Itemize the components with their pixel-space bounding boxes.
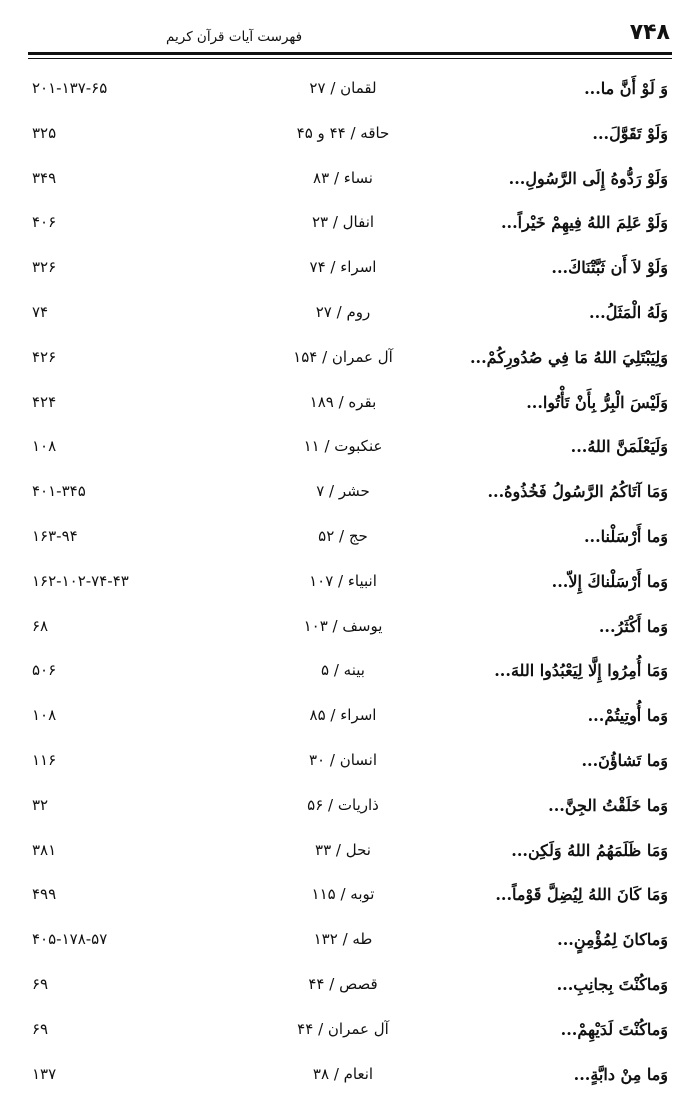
verse-text: وَما أَرْسَلْناكَ إِلاّ... xyxy=(551,571,668,591)
surah-reference: انسان / ۳۰ xyxy=(308,750,378,769)
surah-reference: حاقه / ۴۴ و ۴۵ xyxy=(296,123,390,142)
index-row xyxy=(32,393,668,438)
surah-reference: ذاريات / ۵۶ xyxy=(307,795,379,814)
verse-text: وَمَا أُمِرُوا إِلَّا لِيَعْبُدُوا اللهَ... xyxy=(494,661,668,681)
verse-text: وَمَا كَانَ اللهُ لِيُضِلَّ قَوْماً... xyxy=(495,885,668,905)
page-number: ۷۴۸ xyxy=(629,20,670,45)
index-row xyxy=(32,796,668,841)
verse-index-list xyxy=(32,79,668,1109)
index-row xyxy=(32,79,668,124)
verse-text: وَ لَوْ أَنَّ ما... xyxy=(584,79,668,98)
surah-reference: يوسف / ۱۰۳ xyxy=(303,616,383,635)
index-row xyxy=(32,258,668,303)
page-references: ۴۰۱-۳۴۵ xyxy=(32,482,86,501)
surah-reference: لقمان / ۲۷ xyxy=(309,79,377,97)
surah-reference: حشر / ۷ xyxy=(316,482,370,501)
verse-text: وَلَوْ رَدُّوهُ إِلَى الرَّسُولِ... xyxy=(508,168,668,188)
page-references: ۱۶۳-۹۴ xyxy=(32,526,78,545)
verse-text: وَلَيَعْلَمَنَّ اللهُ... xyxy=(570,437,668,457)
page-references: ۱۰۸ xyxy=(32,437,57,456)
surah-reference: بقره / ۱۸۹ xyxy=(309,392,377,411)
verse-text: وَلَهُ الْمَثَلُ... xyxy=(589,302,668,322)
verse-text: وَما مِنْ دابَّةٍ... xyxy=(573,1064,668,1084)
verse-text: وَلَيْسَ الْبِرُّ بِأَنْ تَأْتُوا... xyxy=(526,392,668,412)
index-row xyxy=(32,975,668,1020)
index-row xyxy=(32,930,668,975)
surah-reference: نحل / ۳۳ xyxy=(315,840,371,859)
surah-reference: آل عمران / ۴۴ xyxy=(297,1019,389,1038)
surah-reference: بينه / ۵ xyxy=(321,661,365,680)
page-references: ۴۹۹ xyxy=(32,885,57,904)
verse-text: وَما أَرْسَلْنا... xyxy=(583,526,668,546)
verse-text: وَما أَكْثَرُ... xyxy=(598,616,668,636)
page-references: ۶۸ xyxy=(32,616,49,635)
page-references: ۳۲۶ xyxy=(32,258,57,277)
index-row xyxy=(32,213,668,258)
index-row xyxy=(32,124,668,169)
page-references: ۱۰۸ xyxy=(32,706,57,725)
page-references: ۴۰۶ xyxy=(32,213,57,232)
surah-reference: قصص / ۴۴ xyxy=(308,974,378,993)
page-references: ۶۹ xyxy=(32,1019,49,1038)
page-references: ۳۲۵ xyxy=(32,123,57,142)
surah-reference: آل عمران / ۱۵۴ xyxy=(293,347,393,366)
page-references: ۴۲۶ xyxy=(32,347,57,366)
index-row xyxy=(32,706,668,751)
header-rule-thick xyxy=(28,52,672,55)
page-references: ۳۲ xyxy=(32,795,49,814)
index-row xyxy=(32,751,668,796)
surah-reference: اسراء / ۷۴ xyxy=(309,258,377,277)
page-references: ۲۰۱-۱۳۷-۶۵ xyxy=(32,79,108,97)
verse-text: وَما خَلَقْتُ الجِنَّ... xyxy=(548,795,668,815)
page-references: ۴۲۴ xyxy=(32,392,57,411)
index-row xyxy=(32,1065,668,1110)
verse-text: وَماكُنْتَ بِجانِبِ... xyxy=(556,974,668,994)
surah-reference: انفال / ۲۳ xyxy=(311,213,375,232)
verse-text: وَلِيَبْتَلِيَ اللهُ مَا فِي صُدُورِكُمْ... xyxy=(469,347,668,367)
page-references: ۴۰۵-۱۷۸-۵۷ xyxy=(32,930,108,949)
page-references: ۱۳۷ xyxy=(32,1064,57,1083)
verse-text: وَلَوْ تَقَوَّلَ... xyxy=(592,123,668,143)
index-row xyxy=(32,617,668,662)
index-row xyxy=(32,303,668,348)
surah-reference: توبه / ۱۱۵ xyxy=(311,885,375,904)
page-references: ۶۹ xyxy=(32,974,49,993)
surah-reference: روم / ۲۷ xyxy=(315,302,371,321)
surah-reference: انعام / ۳۸ xyxy=(312,1064,374,1083)
index-row xyxy=(32,885,668,930)
verse-text: وَلَوْ عَلِمَ اللهُ فِيهِمْ خَيْراً... xyxy=(500,213,668,233)
surah-reference: طه / ۱۳۲ xyxy=(313,930,373,949)
index-row xyxy=(32,527,668,572)
index-row xyxy=(32,572,668,617)
surah-reference: نساء / ۸۳ xyxy=(313,168,373,187)
verse-text: وَمَا آتَاكُمُ الرَّسُولُ فَخُذُوهُ... xyxy=(487,482,668,502)
surah-reference: اسراء / ۸۵ xyxy=(309,706,377,725)
index-row xyxy=(32,169,668,214)
index-row xyxy=(32,437,668,482)
verse-text: وَما تَشاؤُنَ... xyxy=(581,750,668,770)
surah-reference: حج / ۵۲ xyxy=(318,526,368,545)
surah-reference: عنكبوت / ۱۱ xyxy=(303,437,383,456)
page-references: ۵۰۶ xyxy=(32,661,57,680)
verse-text: وَمَا ظَلَمَهُمُ اللهُ وَلَكِن... xyxy=(511,840,668,860)
surah-reference: انبياء / ۱۰۷ xyxy=(309,571,377,590)
page-references: ۱۶۲-۱۰۲-۷۴-۴۳ xyxy=(32,571,129,590)
index-row xyxy=(32,482,668,527)
index-row xyxy=(32,661,668,706)
page-references: ۳۸۱ xyxy=(32,840,57,859)
header-rule-thin xyxy=(28,58,672,59)
verse-text: وَلَوْ لاَ أَن ثَبَّتْنَاكَ... xyxy=(551,258,668,278)
page-references: ۷۴ xyxy=(32,302,49,321)
index-row xyxy=(32,1020,668,1065)
verse-text: وَما أُوتِيتُمْ... xyxy=(587,706,668,726)
index-row xyxy=(32,348,668,393)
running-title: فهرست آیات قرآن کریم xyxy=(166,29,303,45)
index-row xyxy=(32,841,668,886)
page-references: ۱۱۶ xyxy=(32,750,57,769)
verse-text: وَماكُنْتَ لَدَيْهِمْ... xyxy=(560,1019,668,1039)
verse-text: وَماكانَ لِمُؤْمِنٍ... xyxy=(557,930,668,950)
page-references: ۳۴۹ xyxy=(32,168,57,187)
